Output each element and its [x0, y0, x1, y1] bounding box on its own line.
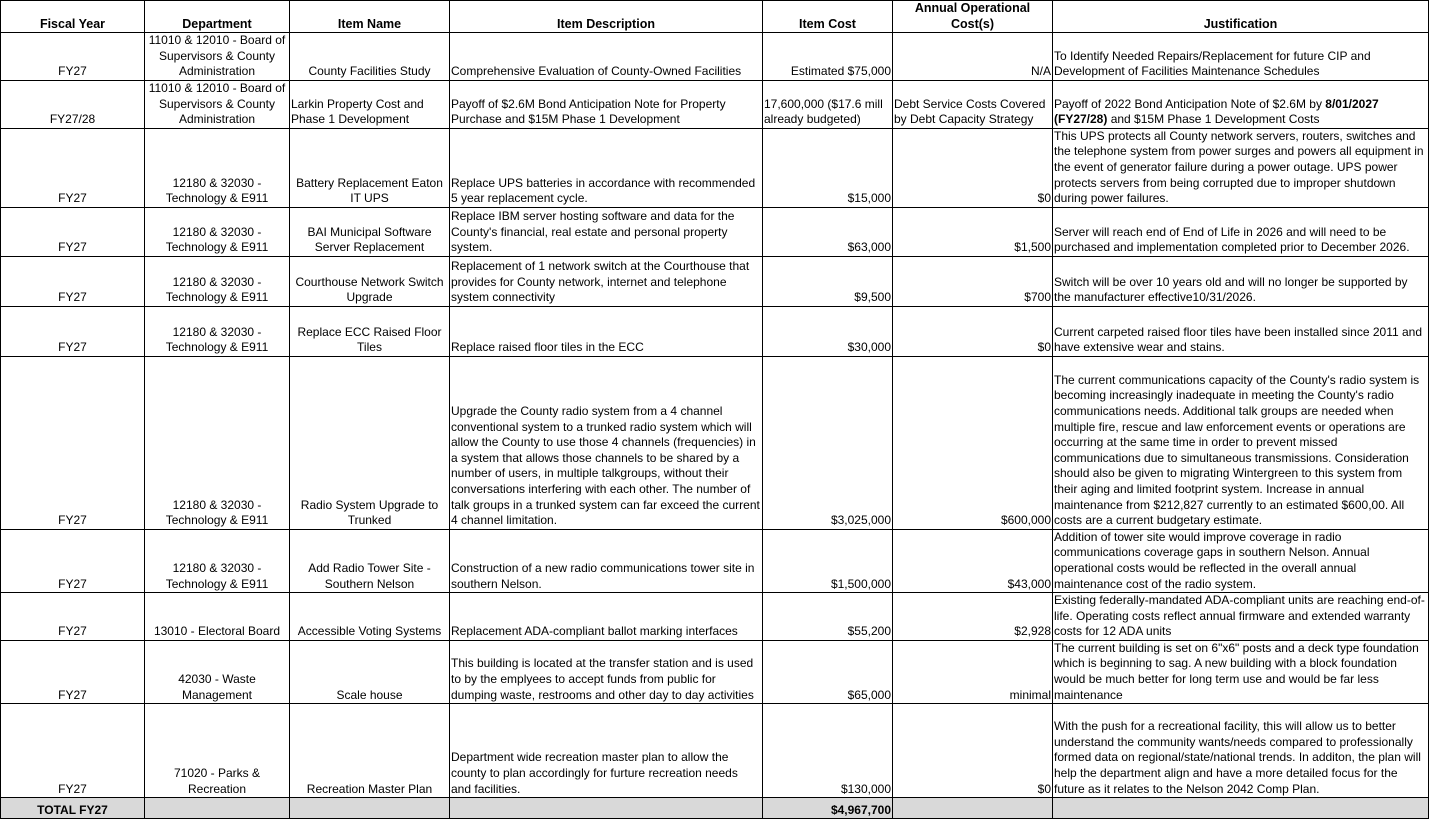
fiscal-year-cell: FY27 [1, 704, 145, 798]
justification-cell: Addition of tower site would improve coverage in radio communications coverage gaps in southern Nelson. Annual operational costs would be reflected in the overall annual maintenance cost of the radio system. [1053, 529, 1429, 592]
annual-op-cost-cell: $43,000 [893, 529, 1053, 592]
annual-op-cost-cell: $0 [893, 306, 1053, 356]
fiscal-year-cell: FY27 [1, 207, 145, 256]
item-name-cell: Replace ECC Raised Floor Tiles [290, 306, 450, 356]
table-row [1, 704, 1429, 798]
item-description-cell: This building is located at the transfer station and is used to by the emplyees to accept funds from public for dumping waste, restrooms and other day to day activities [450, 640, 763, 703]
table-row [1, 593, 1429, 641]
item-description-cell: Comprehensive Evaluation of County-Owned Facilities [450, 33, 763, 81]
item-name-cell: Accessible Voting Systems [290, 593, 450, 641]
justification-cell: This UPS protects all County network servers, routers, switches and the telephone system from power surges and powers all equipment in the event of generator failure during a power outage. UPS power protects servers from being corrupted due to improper shutdown during power failures. [1053, 128, 1429, 207]
item-cost-cell: $65,000 [763, 640, 893, 703]
department-cell: 42030 - Waste Management [145, 640, 290, 703]
fiscal-year-cell: FY27 [1, 33, 145, 81]
justification-cell: With the push for a recreational facility, this will allow us to better understand the community wants/needs compared to professionally formed data on regional/state/national trends. In additon, the plan will help the department align and have a more detailed focus for the future as it relates to the Nelson 2042 Comp Plan. [1053, 704, 1429, 798]
fiscal-year-cell: FY27 [1, 128, 145, 207]
item-name-cell: County Facilities Study [290, 33, 450, 81]
header-fiscal-year: Fiscal Year [1, 1, 145, 33]
item-name-cell: Recreation Master Plan [290, 704, 450, 798]
item-name-cell: Add Radio Tower Site - Southern Nelson [290, 529, 450, 592]
justification-cell: The current communications capacity of the County's radio system is becoming increasingly inadequate in meeting the County's radio communications needs. Additional talk groups are needed when multiple fire, rescue and law enforcement events or operations are occurring at the same time in order to prevent missed communications due to simultaneous transmissions. Consideration should also be given to migrating Wintergreen to this system from their aging and limited footprint system. Increase in annual maintenance from $212,827 currently to an estimated $600,00. All costs are a current budgetary estimate. [1053, 356, 1429, 529]
justification-cell: To Identify Needed Repairs/Replacement for future CIP and Development of Facilities Maintenance Schedules [1053, 33, 1429, 81]
justification-cell: Switch will be over 10 years old and will no longer be supported by the manufacturer effective10/31/2026. [1053, 256, 1429, 306]
item-cost-cell: $15,000 [763, 128, 893, 207]
annual-op-cost-cell: $2,928 [893, 593, 1053, 641]
fiscal-year-cell: FY27 [1, 529, 145, 592]
item-description-cell: Department wide recreation master plan to allow the county to plan accordingly for furture recreation needs and facilities. [450, 704, 763, 798]
justification-cell [1053, 80, 1429, 128]
fiscal-year-cell: FY27 [1, 306, 145, 356]
header-item-cost: Item Cost [763, 1, 893, 33]
header-row [1, 1, 1429, 33]
item-description-cell: Replacement ADA-compliant ballot marking interfaces [450, 593, 763, 641]
annual-op-cost-cell: $1,500 [893, 207, 1053, 256]
department-cell: 71020 - Parks & Recreation [145, 704, 290, 798]
justification-cell: The current building is set on 6"x6" posts and a deck type foundation which is beginning to sag. A new building with a block foundation would be much better for long term use and would be far less maintenance [1053, 640, 1429, 703]
department-cell: 12180 & 32030 - Technology & E911 [145, 356, 290, 529]
item-cost-cell: $1,500,000 [763, 529, 893, 592]
table-row [1, 207, 1429, 256]
total-row [1, 798, 1429, 819]
header-item-name: Item Name [290, 1, 450, 33]
item-cost-cell: Estimated $75,000 [763, 33, 893, 81]
justification-cell: Existing federally-mandated ADA-compliant units are reaching end-of-life. Operating costs reflect annual firmware and extended warranty costs for 12 ADA units [1053, 593, 1429, 641]
fiscal-year-cell: FY27 [1, 593, 145, 641]
total-label: TOTAL FY27 [1, 798, 145, 819]
header-justification: Justification [1053, 1, 1429, 33]
annual-op-cost-cell: minimal [893, 640, 1053, 703]
total-empty-cell [1053, 798, 1429, 819]
item-description-cell: Replace UPS batteries in accordance with recommended 5 year replacement cycle. [450, 128, 763, 207]
department-cell: 12180 & 32030 - Technology & E911 [145, 128, 290, 207]
item-description-cell: Payoff of $2.6M Bond Anticipation Note for Property Purchase and $15M Phase 1 Development [450, 80, 763, 128]
table-row [1, 640, 1429, 703]
justification-text-pre: Payoff of 2022 Bond Anticipation Note of $2.6M by [1054, 96, 1326, 111]
table-row [1, 306, 1429, 356]
item-cost-cell: $63,000 [763, 207, 893, 256]
item-name-cell: Courthouse Network Switch Upgrade [290, 256, 450, 306]
item-cost-cell: $55,200 [763, 593, 893, 641]
annual-op-cost-cell: $0 [893, 128, 1053, 207]
annual-op-cost-cell: N/A [893, 33, 1053, 81]
total-empty-cell [450, 798, 763, 819]
fiscal-year-cell: FY27/28 [1, 80, 145, 128]
department-cell: 13010 - Electoral Board [145, 593, 290, 641]
department-cell: 12180 & 32030 - Technology & E911 [145, 306, 290, 356]
item-description-cell: Upgrade the County radio system from a 4 channel conventional system to a trunked radio system which will allow the County to use those 4 channels (frequencies) in a system that allows those channels to be shared by a number of users, in multiple talkgroups, without their conversations interfering with each other. The number of talk groups in a trunked system can far exceed the current 4 channel limitation. [450, 356, 763, 529]
department-cell: 12180 & 32030 - Technology & E911 [145, 529, 290, 592]
header-item-description: Item Description [450, 1, 763, 33]
item-name-cell: Larkin Property Cost and Phase 1 Development [290, 80, 450, 128]
item-description-cell: Replace IBM server hosting software and data for the County's financial, real estate and personal property system. [450, 207, 763, 256]
total-empty-cell [290, 798, 450, 819]
item-cost-cell: $9,500 [763, 256, 893, 306]
item-name-cell: Scale house [290, 640, 450, 703]
justification-text-post: and $15M Phase 1 Development Costs [1107, 112, 1320, 127]
department-cell: 12180 & 32030 - Technology & E911 [145, 256, 290, 306]
table-row [1, 33, 1429, 81]
item-cost-cell: $3,025,000 [763, 356, 893, 529]
table-row [1, 356, 1429, 529]
table-row [1, 80, 1429, 128]
fiscal-year-cell: FY27 [1, 356, 145, 529]
header-department: Department [145, 1, 290, 33]
item-description-cell: Replacement of 1 network switch at the Courthouse that provides for County network, internet and telephone system connectivity [450, 256, 763, 306]
annual-op-cost-cell: $700 [893, 256, 1053, 306]
table-row [1, 256, 1429, 306]
fiscal-year-cell: FY27 [1, 640, 145, 703]
item-name-cell: BAI Municipal Software Server Replacement [290, 207, 450, 256]
item-description-cell: Replace raised floor tiles in the ECC [450, 306, 763, 356]
item-name-cell: Battery Replacement Eaton IT UPS [290, 128, 450, 207]
item-cost-cell: $30,000 [763, 306, 893, 356]
item-name-cell: Radio System Upgrade to Trunked [290, 356, 450, 529]
fiscal-year-cell: FY27 [1, 256, 145, 306]
justification-cell: Current carpeted raised floor tiles have been installed since 2011 and have extensive wear and stains. [1053, 306, 1429, 356]
justification-cell: Server will reach end of End of Life in 2026 and will need to be purchased and implementation completed prior to December 2026. [1053, 207, 1429, 256]
table-row [1, 128, 1429, 207]
justification-deadline: 8/01/2027 (FY27/28) [1054, 96, 1379, 127]
total-amount: $4,967,700 [763, 798, 893, 819]
department-cell: 12180 & 32030 - Technology & E911 [145, 207, 290, 256]
annual-op-cost-cell: $0 [893, 704, 1053, 798]
total-empty-cell [893, 798, 1053, 819]
table-row [1, 529, 1429, 592]
item-cost-cell: $130,000 [763, 704, 893, 798]
department-cell: 11010 & 12010 - Board of Supervisors & County Administration [145, 33, 290, 81]
annual-op-cost-cell: Debt Service Costs Covered by Debt Capacity Strategy [893, 80, 1053, 128]
annual-op-cost-cell: $600,000 [893, 356, 1053, 529]
total-empty-cell [145, 798, 290, 819]
department-cell: 11010 & 12010 - Board of Supervisors & County Administration [145, 80, 290, 128]
item-cost-cell: 17,600,000 ($17.6 mill already budgeted) [763, 80, 893, 128]
item-description-cell: Construction of a new radio communications tower site in southern Nelson. [450, 529, 763, 592]
header-annual-operational-cost: Annual Operational Cost(s) [893, 1, 1053, 33]
